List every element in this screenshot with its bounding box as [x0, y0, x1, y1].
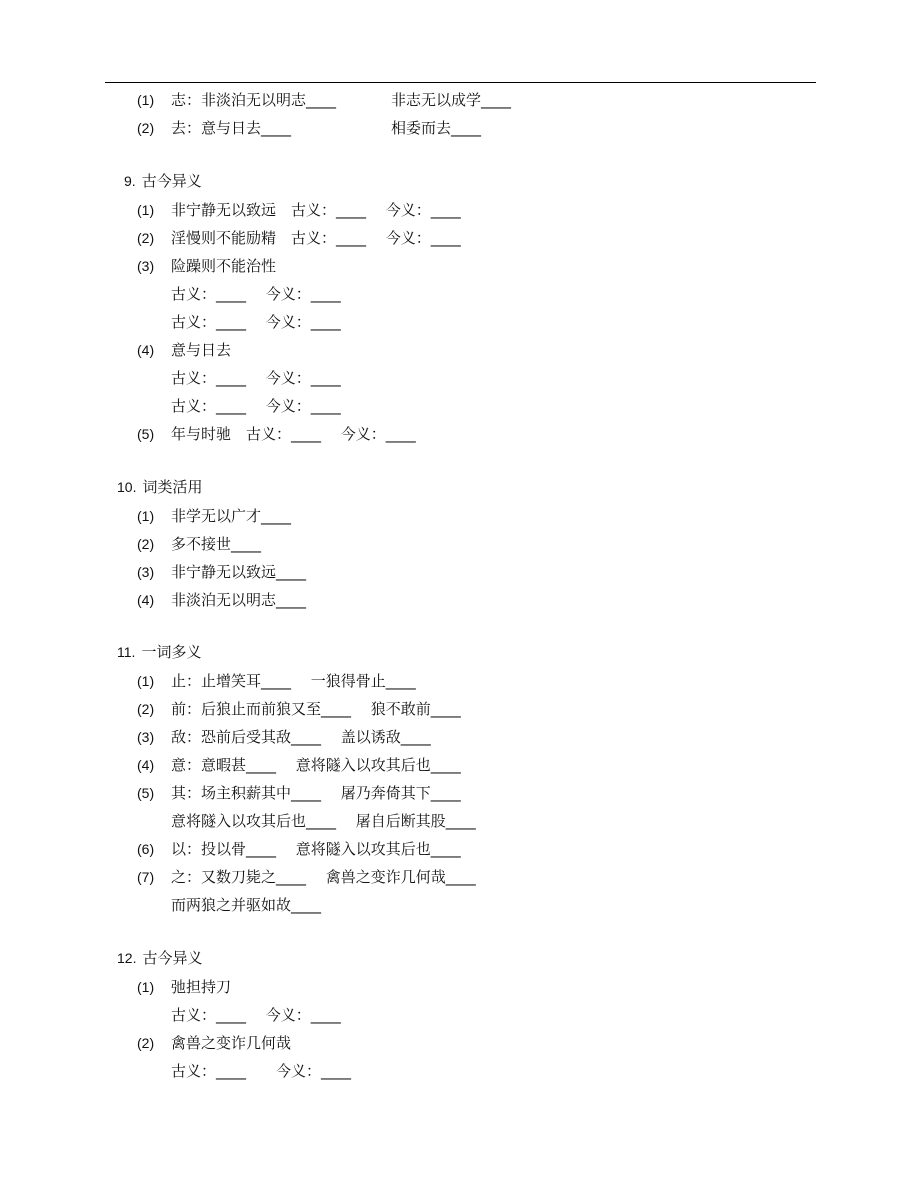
item-number: (2) [137, 230, 155, 246]
item-text: 非淡泊无以明志____ [171, 591, 307, 609]
item-number: (2) [137, 536, 155, 552]
item-number: (4) [137, 757, 155, 773]
item-text: 相委而去____ [391, 119, 482, 137]
section-title: 古今异义 [141, 172, 202, 190]
item-subline: 古义：____ 今义：____ [171, 1006, 341, 1024]
item-number: (1) [137, 979, 155, 995]
item-subline: 而两狼之并驱如故____ [171, 896, 322, 914]
item-number: (2) [137, 120, 155, 136]
item-number: (4) [137, 592, 155, 608]
item-text: 意与日去 [171, 341, 232, 359]
item-subline: 古义：____ 今义：____ [171, 369, 341, 387]
section-number: 9. [124, 173, 136, 189]
section-title: 一词多义 [141, 643, 202, 661]
item-text: 其：场主积薪其中____ 屠乃奔倚其下____ [171, 784, 461, 802]
item-number: (3) [137, 729, 155, 745]
item-number: (7) [137, 869, 155, 885]
section-title: 古今异义 [142, 949, 203, 967]
item-number: (2) [137, 701, 155, 717]
item-subline: 古义：____ 今义：____ [171, 313, 341, 331]
item-subline: 古义：____ 今义：____ [171, 397, 341, 415]
item-number: (4) [137, 342, 155, 358]
item-text: 意：意暇甚____ 意将隧入以攻其后也____ [171, 756, 461, 774]
section-heading-9 [124, 172, 202, 190]
section-heading-10 [117, 478, 202, 496]
item-text: 淫慢则不能励精 古义：____ 今义：____ [171, 229, 461, 247]
item-number: (3) [137, 564, 155, 580]
header-rule [105, 82, 816, 83]
item-text: 非宁静无以致远 古义：____ 今义：____ [171, 201, 461, 219]
item-subline: 意将隧入以攻其后也____ 屠自后断其股____ [171, 812, 476, 830]
item-text: 前：后狼止而前狼又至____ 狼不敢前____ [171, 700, 461, 718]
section-title: 词类活用 [142, 478, 203, 496]
section-number: 10. [117, 479, 137, 495]
item-number: (5) [137, 426, 155, 442]
item-text: 多不接世____ [171, 535, 262, 553]
item-text: 以：投以骨____ 意将隧入以攻其后也____ [171, 840, 461, 858]
item-text: 非宁静无以致远____ [171, 563, 307, 581]
item-text: 敌：恐前后受其敌____ 盖以诱敌____ [171, 728, 431, 746]
item-number: (5) [137, 785, 155, 801]
item-text: 之：又数刀毙之____ 禽兽之变诈几何哉____ [171, 868, 476, 886]
item-text: 志：非淡泊无以明志____ [171, 91, 337, 109]
item-subline: 古义：____ 今义：____ [171, 285, 341, 303]
item-text: 非志无以成学____ [391, 91, 512, 109]
item-number: (1) [137, 92, 155, 108]
item-number: (3) [137, 258, 155, 274]
item-text: 险躁则不能治性 [171, 257, 277, 275]
item-text: 弛担持刀 [171, 978, 232, 996]
item-number: (1) [137, 202, 155, 218]
item-number: (1) [137, 673, 155, 689]
item-number: (1) [137, 508, 155, 524]
item-text: 止：止增笑耳____ 一狼得骨止____ [171, 672, 416, 690]
item-number: (6) [137, 841, 155, 857]
item-subline: 古义：____ 今义：____ [171, 1062, 352, 1080]
item-text: 禽兽之变诈几何哉 [171, 1034, 292, 1052]
section-number: 11. [117, 644, 136, 660]
section-heading-12 [117, 949, 202, 967]
item-number: (2) [137, 1035, 155, 1051]
item-text: 非学无以广才____ [171, 507, 292, 525]
section-heading-11 [117, 643, 201, 661]
item-text: 去：意与日去____ [171, 119, 292, 137]
section-number: 12. [117, 950, 137, 966]
item-text: 年与时驰 古义：____ 今义：____ [171, 425, 416, 443]
